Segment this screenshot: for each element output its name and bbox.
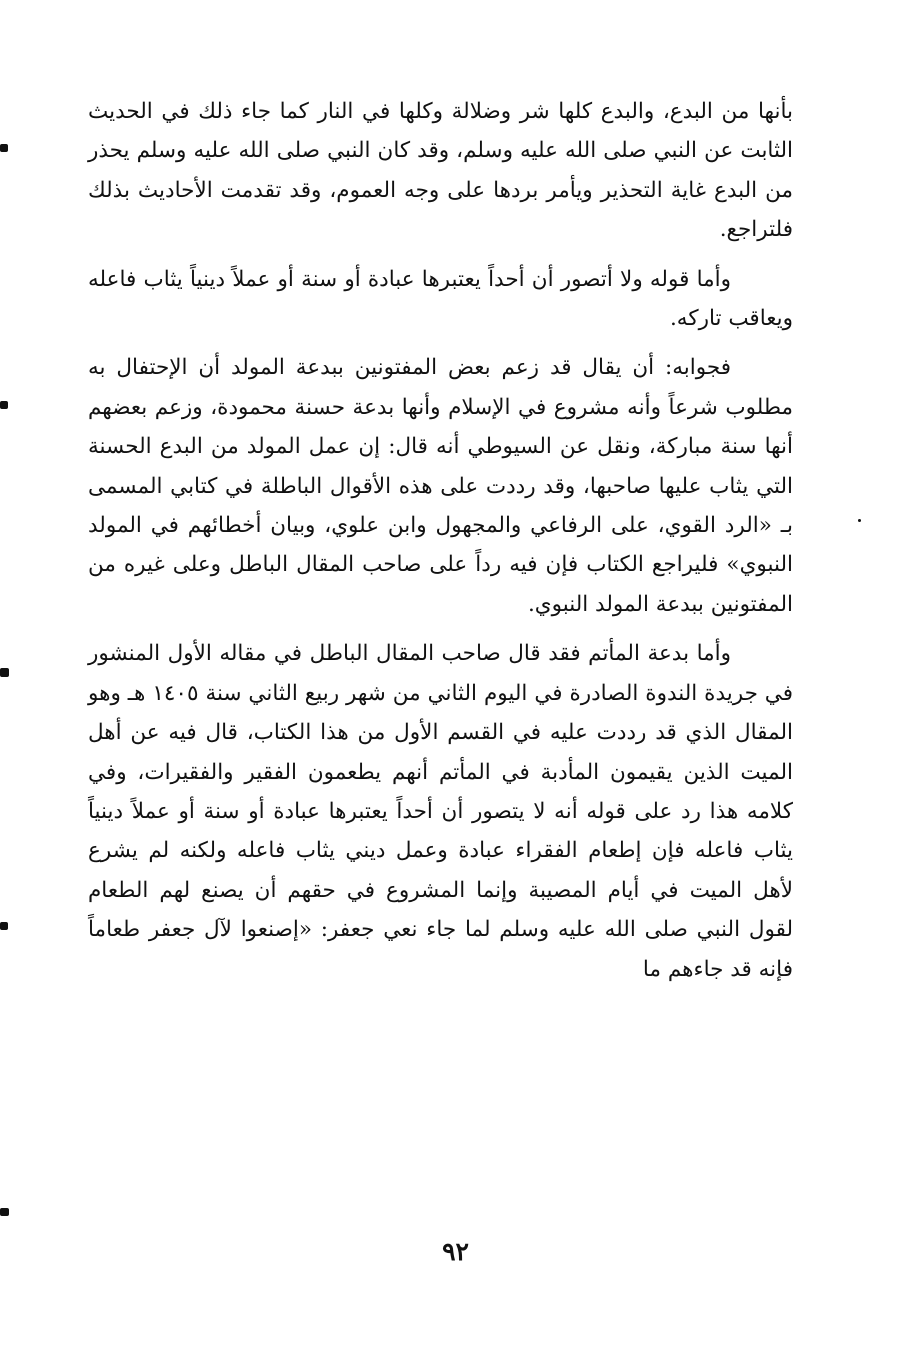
scan-dot: [858, 519, 861, 522]
scan-mark: [0, 668, 9, 677]
scan-mark: [0, 401, 8, 409]
scan-mark: [0, 1208, 9, 1216]
paragraph-3: فجوابه: أن يقال قد زعم بعض المفتونين ببدعة المولد أن الإحتفال به مطلوب شرعاً وأنه مشروع في الإسلام وأنها بدعة حسنة محمودة، وزعم بعضهم أنها سنة مباركة، ونقل عن السيوطي أنه قال: إن عمل المولد من البدع الحسنة التي يثاب عليها صاحبها، وقد رددت على هذه الأقوال الباطلة في كتابي المسمى بـ «الرد القوي، على الرفاعي والمجهول وابن علوي، وبيان أخطائهم في المولد النبوي» فليراجع الكتاب فإن فيه رداً على صاحب المقال الباطل وعلى غيره من المفتونين ببدعة المولد النبوي.: [88, 355, 793, 617]
paragraph-2: وأما قوله ولا أتصور أن أحداً يعتبرها عبادة أو سنة أو عملاً دينياً يثاب فاعله ويعاقب تاركه.: [88, 266, 793, 332]
page-number: ٩٢: [442, 1237, 469, 1266]
paragraph-1: بأنها من البدع، والبدع كلها شر وضلالة وكلها في النار كما جاء ذلك في الحديث الثابت عن النبي صلى الله عليه وسلم، وقد كان النبي صلى الله عليه وسلم يحذر من البدع غاية التحذير ويأمر بردها على وجه العموم، وقد تقدمت الأحاديث بذلك فلتراجع.: [88, 99, 793, 243]
scan-mark: [0, 922, 8, 930]
paragraph-4: وأما بدعة المأتم فقد قال صاحب المقال الباطل في مقاله الأول المنشور في جريدة الندوة الصادرة في اليوم الثاني من شهر ربيع الثاني سنة ١٤٠٥ هـ وهو المقال الذي قد رددت عليه في القسم الأول من هذا الكتاب، قال فيه عن أهل الميت الذين يقيمون المأدبة في المأتم أنهم يطعمون الفقير والفقيرات، وفي كلامه هذا رد على قوله أنه لا يتصور أن أحداً يعتبرها عبادة أو سنة أو عملاً دينياً يثاب فاعله فإن إطعام الفقراء عبادة وعمل ديني يثاب فاعله ولكنه لم يشرع لأهل الميت في أيام المصيبة وإنما المشروع في حقهم أن يصنع لهم الطعام لقول النبي صلى الله عليه وسلم لما جاء نعي جعفر: «إصنعوا لآل جعفر طعاماً فإنه قد جاءهم ما: [88, 641, 793, 982]
page-body: [88, 92, 793, 989]
scan-mark: [0, 144, 8, 152]
